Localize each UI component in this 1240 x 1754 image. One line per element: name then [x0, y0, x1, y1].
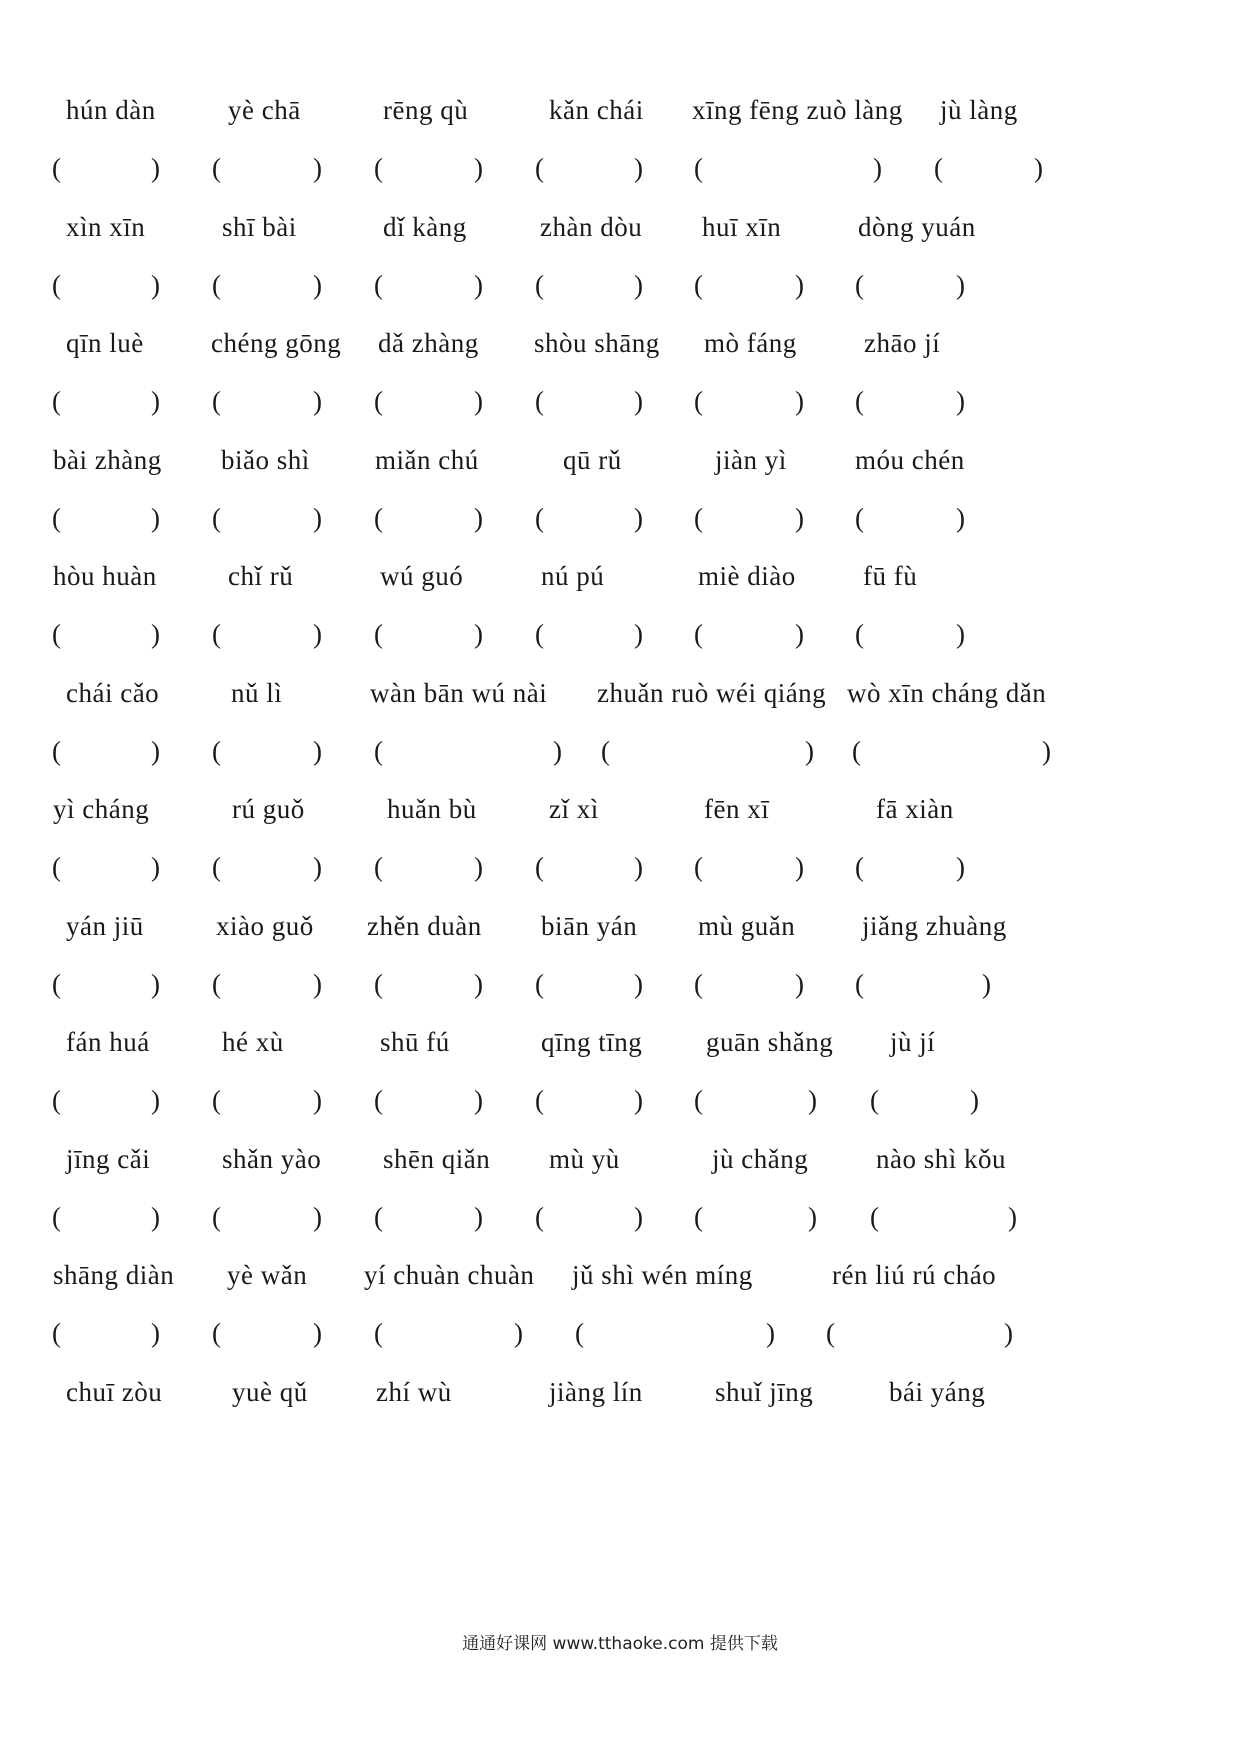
- answer-blank-open-paren: (: [575, 1318, 584, 1348]
- pinyin-word: zhuǎn ruò wéi qiáng: [597, 677, 827, 708]
- answer-row: [0, 1197, 1240, 1237]
- pinyin-word: jiàn yì: [715, 444, 787, 475]
- answer-blank-open-paren: (: [870, 1201, 879, 1232]
- answer-blank-close-paren: ): [795, 968, 804, 999]
- answer-blank-close-paren: ): [313, 735, 322, 766]
- answer-blank-open-paren: (: [374, 735, 383, 766]
- answer-blank-open-paren: (: [52, 1085, 61, 1115]
- pinyin-row: [0, 1255, 1240, 1295]
- answer-blank-close-paren: ): [956, 852, 965, 882]
- pinyin-word: yuè qǔ: [232, 1376, 308, 1407]
- answer-blank-open-paren: (: [374, 386, 383, 416]
- answer-blank-close-paren: ): [634, 1201, 643, 1232]
- pinyin-row: [0, 440, 1240, 480]
- answer-blank-close-paren: ): [795, 619, 804, 649]
- answer-blank-close-paren: ): [634, 619, 643, 649]
- answer-blank-open-paren: (: [601, 735, 610, 766]
- pinyin-row: [0, 906, 1240, 946]
- answer-blank-close-paren: ): [795, 386, 804, 416]
- answer-row: [0, 964, 1240, 1004]
- answer-blank-open-paren: (: [694, 619, 703, 649]
- answer-blank-close-paren: ): [313, 619, 322, 649]
- answer-row: [0, 265, 1240, 305]
- answer-blank-open-paren: (: [855, 386, 864, 416]
- answer-blank-open-paren: (: [535, 852, 544, 882]
- answer-blank-close-paren: ): [634, 269, 643, 300]
- answer-blank-open-paren: (: [855, 968, 864, 999]
- answer-row: [0, 498, 1240, 538]
- answer-blank-close-paren: ): [634, 153, 643, 183]
- answer-blank-close-paren: ): [956, 386, 965, 416]
- answer-blank-close-paren: ): [634, 852, 643, 882]
- pinyin-row: [0, 1372, 1240, 1412]
- pinyin-word: jǔ shì wén míng: [572, 1260, 753, 1290]
- pinyin-word: biān yán: [541, 910, 638, 941]
- answer-blank-close-paren: ): [474, 269, 483, 300]
- answer-blank-close-paren: ): [313, 386, 322, 416]
- pinyin-word: shī bài: [222, 211, 297, 242]
- answer-blank-open-paren: (: [535, 386, 544, 416]
- pinyin-word: mù guǎn: [698, 910, 796, 941]
- pinyin-word: jù làng: [940, 95, 1018, 125]
- pinyin-word: zhí wù: [376, 1376, 452, 1407]
- pinyin-word: zhěn duàn: [367, 910, 482, 941]
- answer-blank-open-paren: (: [212, 735, 221, 766]
- pinyin-word: nào shì kǒu: [876, 1143, 1006, 1174]
- answer-blank-open-paren: (: [535, 1085, 544, 1115]
- pinyin-word: chuī zòu: [66, 1376, 163, 1407]
- answer-blank-open-paren: (: [852, 735, 861, 766]
- answer-blank-open-paren: (: [535, 968, 544, 999]
- pinyin-row: [0, 90, 1240, 130]
- pinyin-word: móu chén: [855, 444, 965, 475]
- answer-blank-open-paren: (: [374, 153, 383, 183]
- pinyin-word: zǐ xì: [549, 794, 599, 824]
- pinyin-word: qū rǔ: [563, 444, 622, 475]
- pinyin-word: chǐ rǔ: [228, 561, 294, 591]
- answer-blank-close-paren: ): [151, 1085, 160, 1115]
- pinyin-word: shāng diàn: [53, 1260, 175, 1290]
- answer-blank-open-paren: (: [212, 619, 221, 649]
- pinyin-word: yí chuàn chuàn: [364, 1260, 535, 1290]
- pinyin-word: fēn xī: [704, 794, 770, 824]
- answer-blank-close-paren: ): [1004, 1318, 1013, 1348]
- answer-blank-open-paren: (: [212, 153, 221, 183]
- answer-blank-open-paren: (: [535, 1201, 544, 1232]
- answer-blank-open-paren: (: [694, 968, 703, 999]
- answer-blank-open-paren: (: [694, 502, 703, 533]
- answer-blank-close-paren: ): [956, 502, 965, 533]
- answer-blank-open-paren: (: [694, 852, 703, 882]
- answer-row: [0, 148, 1240, 188]
- pinyin-word: jù chǎng: [712, 1143, 809, 1174]
- answer-blank-close-paren: ): [634, 386, 643, 416]
- answer-blank-close-paren: ): [956, 619, 965, 649]
- answer-blank-open-paren: (: [374, 1085, 383, 1115]
- answer-blank-close-paren: ): [151, 269, 160, 300]
- answer-blank-open-paren: (: [535, 269, 544, 300]
- answer-blank-open-paren: (: [52, 968, 61, 999]
- pinyin-word: hé xù: [222, 1027, 284, 1057]
- answer-blank-close-paren: ): [805, 735, 814, 766]
- answer-blank-close-paren: ): [474, 968, 483, 999]
- answer-blank-close-paren: ): [514, 1318, 523, 1348]
- pinyin-row: [0, 556, 1240, 596]
- answer-blank-close-paren: ): [474, 153, 483, 183]
- answer-blank-close-paren: ): [553, 735, 562, 766]
- answer-blank-close-paren: ): [474, 619, 483, 649]
- answer-blank-close-paren: ): [1008, 1201, 1017, 1232]
- answer-blank-close-paren: ): [313, 153, 322, 183]
- answer-blank-open-paren: (: [212, 502, 221, 533]
- answer-blank-open-paren: (: [694, 386, 703, 416]
- answer-row: [0, 1313, 1240, 1353]
- pinyin-word: hún dàn: [66, 95, 156, 125]
- answer-blank-open-paren: (: [52, 1201, 61, 1232]
- answer-blank-open-paren: (: [52, 386, 61, 416]
- answer-row: [0, 1080, 1240, 1120]
- pinyin-row: [0, 789, 1240, 829]
- answer-blank-close-paren: ): [1042, 735, 1051, 766]
- pinyin-word: nú pú: [541, 561, 605, 591]
- answer-blank-open-paren: (: [52, 502, 61, 533]
- answer-blank-open-paren: (: [855, 269, 864, 300]
- answer-blank-close-paren: ): [795, 502, 804, 533]
- pinyin-word: nǔ lì: [231, 677, 283, 708]
- answer-blank-open-paren: (: [694, 269, 703, 300]
- answer-blank-close-paren: ): [808, 1085, 817, 1115]
- answer-blank-close-paren: ): [873, 153, 882, 183]
- answer-blank-close-paren: ): [474, 1201, 483, 1232]
- pinyin-word: zhàn dòu: [540, 211, 643, 242]
- answer-blank-open-paren: (: [934, 153, 943, 183]
- answer-blank-open-paren: (: [694, 153, 703, 183]
- answer-blank-close-paren: ): [1034, 153, 1043, 183]
- answer-blank-open-paren: (: [212, 1201, 221, 1232]
- answer-blank-close-paren: ): [795, 269, 804, 300]
- pinyin-word: bài zhàng: [53, 444, 162, 475]
- pinyin-word: fū fù: [863, 561, 918, 591]
- answer-blank-close-paren: ): [151, 1318, 160, 1348]
- answer-blank-open-paren: (: [374, 852, 383, 882]
- pinyin-word: hòu huàn: [53, 561, 157, 591]
- pinyin-row: [0, 323, 1240, 363]
- answer-row: [0, 381, 1240, 421]
- pinyin-row: [0, 673, 1240, 713]
- answer-blank-close-paren: ): [766, 1318, 775, 1348]
- answer-blank-open-paren: (: [535, 502, 544, 533]
- answer-blank-open-paren: (: [374, 502, 383, 533]
- answer-row: [0, 847, 1240, 887]
- pinyin-word: huī xīn: [702, 211, 782, 242]
- pinyin-row: [0, 1139, 1240, 1179]
- answer-blank-open-paren: (: [855, 852, 864, 882]
- pinyin-word: jiàng lín: [549, 1376, 643, 1407]
- answer-blank-open-paren: (: [212, 269, 221, 300]
- pinyin-word: shǎn yào: [222, 1143, 322, 1174]
- answer-blank-open-paren: (: [52, 153, 61, 183]
- pinyin-word: dǐ kàng: [383, 211, 467, 242]
- answer-blank-open-paren: (: [212, 1318, 221, 1348]
- answer-blank-close-paren: ): [474, 852, 483, 882]
- pinyin-word: jiǎng zhuàng: [862, 910, 1007, 941]
- pinyin-word: wàn bān wú nài: [370, 677, 548, 708]
- answer-blank-close-paren: ): [313, 1201, 322, 1232]
- pinyin-word: bái yáng: [889, 1376, 986, 1407]
- answer-blank-close-paren: ): [151, 1201, 160, 1232]
- answer-blank-close-paren: ): [313, 852, 322, 882]
- pinyin-word: qīng tīng: [541, 1027, 643, 1057]
- pinyin-word: rēng qù: [383, 95, 469, 125]
- pinyin-word: dòng yuán: [858, 211, 976, 242]
- answer-blank-close-paren: ): [634, 968, 643, 999]
- answer-blank-open-paren: (: [212, 852, 221, 882]
- answer-blank-open-paren: (: [535, 153, 544, 183]
- pinyin-word: rú guǒ: [232, 794, 305, 824]
- pinyin-word: jù jí: [890, 1027, 936, 1057]
- answer-blank-close-paren: ): [151, 852, 160, 882]
- answer-blank-open-paren: (: [855, 502, 864, 533]
- pinyin-word: xiào guǒ: [216, 910, 314, 941]
- pinyin-word: yè chā: [228, 95, 301, 125]
- answer-blank-close-paren: ): [313, 502, 322, 533]
- answer-blank-open-paren: (: [870, 1085, 879, 1115]
- answer-blank-open-paren: (: [212, 968, 221, 999]
- pinyin-word: dǎ zhàng: [378, 328, 479, 358]
- answer-blank-close-paren: ): [634, 502, 643, 533]
- pinyin-word: shū fú: [380, 1027, 450, 1057]
- pinyin-word: wú guó: [380, 561, 464, 591]
- answer-blank-close-paren: ): [151, 619, 160, 649]
- answer-blank-close-paren: ): [474, 502, 483, 533]
- pinyin-word: qīn luè: [66, 328, 144, 358]
- answer-row: [0, 614, 1240, 654]
- answer-blank-close-paren: ): [151, 153, 160, 183]
- pinyin-word: yè wǎn: [227, 1260, 308, 1290]
- answer-blank-close-paren: ): [474, 1085, 483, 1115]
- answer-blank-close-paren: ): [151, 386, 160, 416]
- pinyin-word: chái cǎo: [66, 677, 160, 708]
- answer-blank-open-paren: (: [212, 1085, 221, 1115]
- answer-blank-open-paren: (: [694, 1085, 703, 1115]
- pinyin-word: rén liú rú cháo: [832, 1260, 997, 1290]
- pinyin-word: guān shǎng: [706, 1027, 834, 1057]
- answer-blank-open-paren: (: [535, 619, 544, 649]
- pinyin-word: zhāo jí: [864, 328, 941, 358]
- answer-blank-open-paren: (: [52, 619, 61, 649]
- answer-blank-open-paren: (: [374, 1318, 383, 1348]
- answer-blank-open-paren: (: [52, 735, 61, 766]
- answer-blank-open-paren: (: [52, 269, 61, 300]
- answer-blank-open-paren: (: [212, 386, 221, 416]
- answer-blank-open-paren: (: [374, 619, 383, 649]
- answer-blank-close-paren: ): [313, 1318, 322, 1348]
- answer-row: [0, 731, 1240, 771]
- answer-blank-close-paren: ): [808, 1201, 817, 1232]
- pinyin-word: jīng cǎi: [66, 1143, 151, 1174]
- pinyin-word: shēn qiǎn: [383, 1143, 491, 1174]
- answer-blank-close-paren: ): [151, 968, 160, 999]
- pinyin-word: yì cháng: [53, 794, 150, 824]
- pinyin-word: xīng fēng zuò làng: [692, 95, 903, 125]
- answer-blank-open-paren: (: [374, 968, 383, 999]
- answer-blank-open-paren: (: [52, 1318, 61, 1348]
- answer-blank-close-paren: ): [313, 1085, 322, 1115]
- answer-blank-open-paren: (: [374, 269, 383, 300]
- answer-blank-open-paren: (: [52, 852, 61, 882]
- answer-blank-close-paren: ): [474, 386, 483, 416]
- pinyin-word: kǎn chái: [549, 95, 644, 125]
- answer-blank-close-paren: ): [151, 502, 160, 533]
- answer-blank-close-paren: ): [795, 852, 804, 882]
- footer-text: 通通好课网 www.tthaoke.com 提供下载: [462, 1634, 778, 1654]
- pinyin-word: fā xiàn: [876, 794, 954, 824]
- answer-blank-open-paren: (: [826, 1318, 835, 1348]
- pinyin-word: shòu shāng: [534, 328, 660, 358]
- answer-blank-open-paren: (: [374, 1201, 383, 1232]
- pinyin-word: wò xīn cháng dǎn: [847, 677, 1047, 708]
- pinyin-row: [0, 207, 1240, 247]
- pinyin-word: huǎn bù: [387, 794, 477, 824]
- pinyin-word: shuǐ jīng: [715, 1376, 814, 1407]
- pinyin-word: chéng gōng: [211, 328, 342, 358]
- pinyin-row: [0, 1022, 1240, 1062]
- pinyin-word: miǎn chú: [375, 444, 479, 475]
- answer-blank-close-paren: ): [982, 968, 991, 999]
- answer-blank-close-paren: ): [956, 269, 965, 300]
- answer-blank-close-paren: ): [313, 968, 322, 999]
- pinyin-word: mù yù: [549, 1143, 620, 1174]
- answer-blank-close-paren: ): [151, 735, 160, 766]
- pinyin-word: miè diào: [698, 561, 796, 591]
- pinyin-word: xìn xīn: [66, 211, 146, 242]
- answer-blank-close-paren: ): [313, 269, 322, 300]
- answer-blank-close-paren: ): [634, 1085, 643, 1115]
- pinyin-word: mò fáng: [704, 328, 797, 358]
- answer-blank-open-paren: (: [855, 619, 864, 649]
- pinyin-word: yán jiū: [66, 910, 144, 941]
- answer-blank-open-paren: (: [694, 1201, 703, 1232]
- pinyin-word: biǎo shì: [221, 444, 310, 475]
- answer-blank-close-paren: ): [970, 1085, 979, 1115]
- pinyin-word: fán huá: [66, 1027, 150, 1057]
